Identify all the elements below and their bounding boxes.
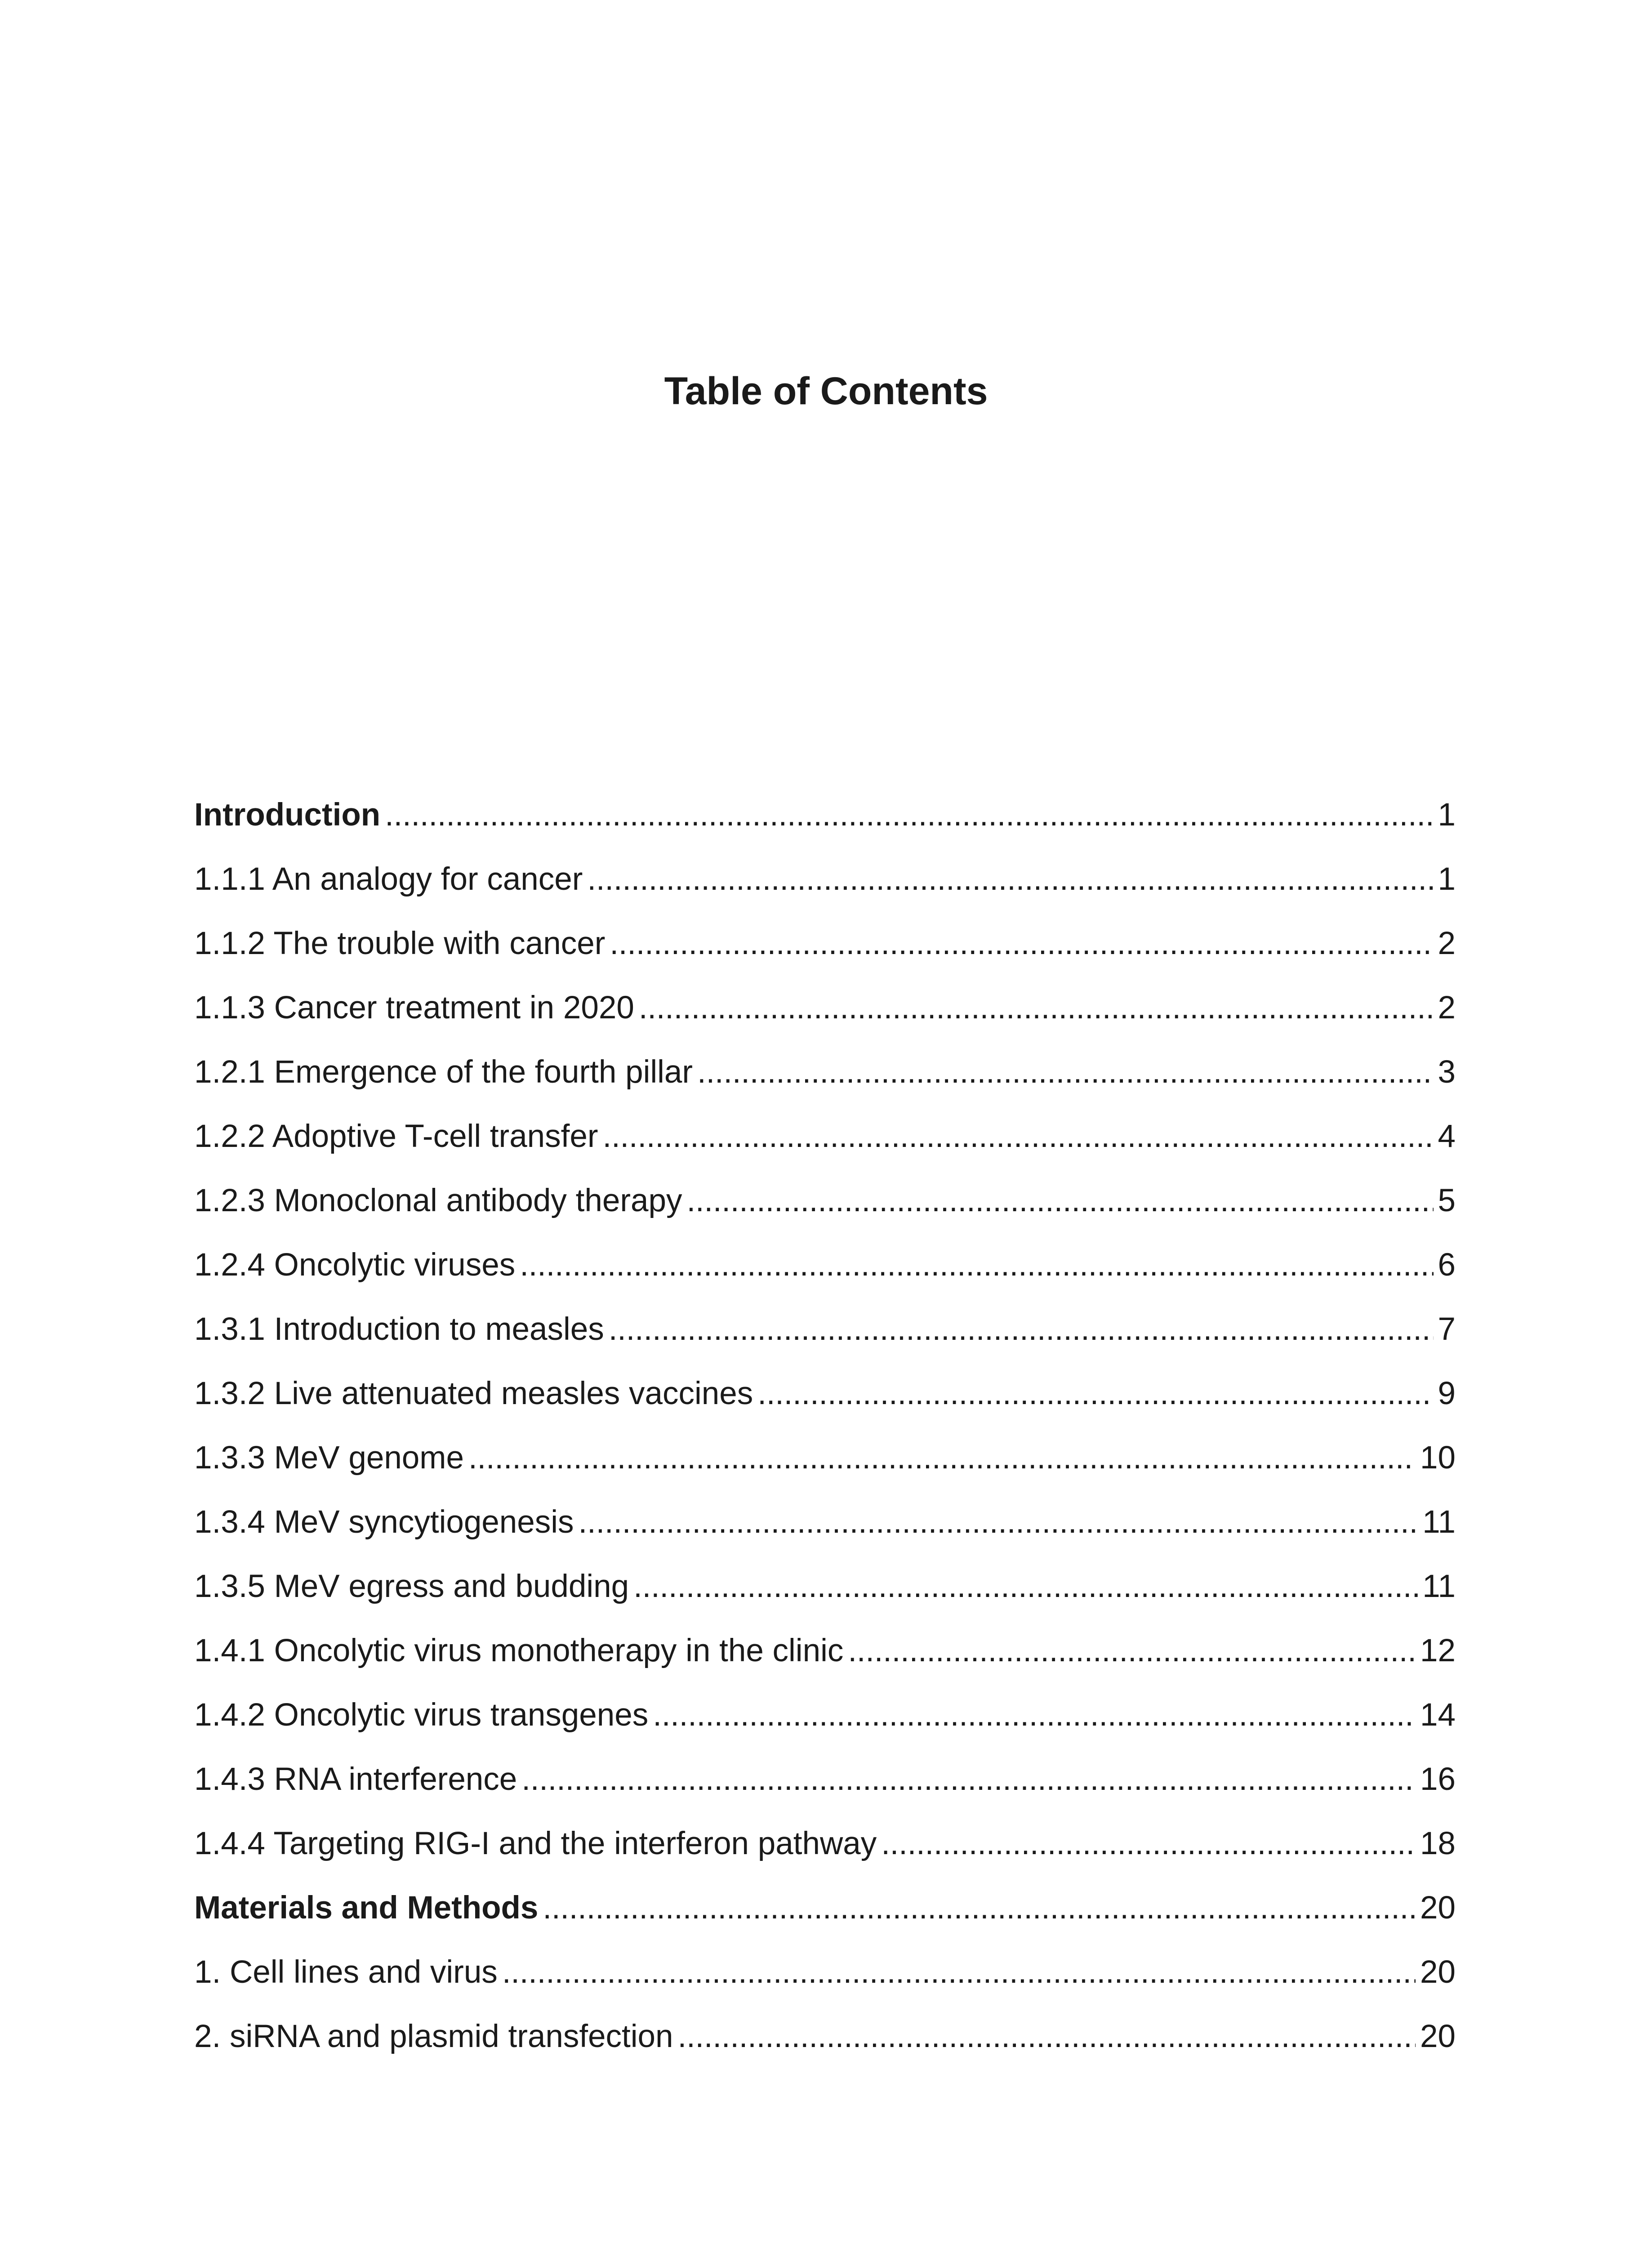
toc-page-number: 11 (1422, 1504, 1456, 1540)
dot-leader (385, 795, 1433, 835)
dot-leader (543, 1888, 1416, 1928)
dot-leader (697, 1052, 1433, 1093)
toc-entry[interactable] (194, 2016, 1456, 2081)
toc-entry[interactable] (194, 1824, 1456, 1888)
toc-page-number: 20 (1420, 1954, 1456, 1990)
toc-entry-label: 2. siRNA and plasmid transfection (194, 2019, 673, 2054)
dot-leader (468, 1438, 1416, 1478)
toc-entry-label: 1.4.1 Oncolytic virus monotherapy in the clinic (194, 1633, 844, 1668)
toc-entry[interactable] (194, 795, 1456, 859)
toc-page-number: 2 (1438, 990, 1456, 1026)
dot-leader (757, 1374, 1433, 1414)
dot-leader (521, 1759, 1416, 1800)
toc-list (194, 795, 1456, 2081)
toc-page-number: 7 (1438, 1311, 1456, 1347)
toc-entry-label: 1.2.4 Oncolytic viruses (194, 1247, 516, 1283)
toc-entry[interactable] (194, 1759, 1456, 1824)
toc-entry[interactable] (194, 988, 1456, 1052)
dot-leader (587, 859, 1433, 900)
dot-leader (520, 1245, 1433, 1285)
toc-entry[interactable] (194, 1631, 1456, 1695)
dot-leader (653, 1695, 1416, 1735)
dot-leader (678, 2016, 1416, 2057)
toc-entry-label: 1.3.2 Live attenuated measles vaccines (194, 1376, 753, 1411)
dot-leader (610, 923, 1433, 964)
toc-entry-label: Introduction (194, 797, 381, 833)
dot-leader (579, 1502, 1418, 1543)
toc-entry-label: 1.2.3 Monoclonal antibody therapy (194, 1183, 682, 1218)
toc-entry[interactable] (194, 1374, 1456, 1438)
toc-page-number: 20 (1420, 2019, 1456, 2054)
toc-entry[interactable] (194, 1052, 1456, 1116)
dot-leader (603, 1116, 1434, 1157)
toc-page-number: 14 (1420, 1697, 1456, 1733)
toc-page-number: 16 (1420, 1762, 1456, 1797)
dot-leader (502, 1952, 1416, 1993)
toc-page-number: 5 (1438, 1183, 1456, 1218)
toc-page-number: 6 (1438, 1247, 1456, 1283)
toc-page-number: 4 (1438, 1119, 1456, 1154)
toc-entry[interactable] (194, 1438, 1456, 1502)
toc-entry[interactable] (194, 923, 1456, 988)
toc-entry-label: 1.1.3 Cancer treatment in 2020 (194, 990, 634, 1026)
toc-entry[interactable] (194, 1695, 1456, 1759)
toc-entry[interactable] (194, 1566, 1456, 1631)
toc-entry-label: 1.4.4 Targeting RIG-I and the interferon pathway (194, 1826, 877, 1861)
toc-entry[interactable] (194, 859, 1456, 923)
page-title: Table of Contents (664, 370, 988, 413)
toc-entry-label: 1.3.5 MeV egress and budding (194, 1569, 629, 1604)
toc-page-number: 1 (1438, 861, 1456, 897)
toc-entry-label: 1.4.2 Oncolytic virus transgenes (194, 1697, 649, 1733)
toc-entry[interactable] (194, 1116, 1456, 1181)
toc-entry-label: 1.1.1 An analogy for cancer (194, 861, 583, 897)
toc-entry[interactable] (194, 1952, 1456, 2016)
dot-leader (686, 1181, 1433, 1221)
toc-page-number: 10 (1420, 1440, 1456, 1476)
dot-leader (633, 1566, 1418, 1607)
toc-entry-label: 1.1.2 The trouble with cancer (194, 926, 606, 961)
toc-page-number: 1 (1438, 797, 1456, 833)
toc-page-number: 20 (1420, 1890, 1456, 1926)
toc-entry-label: 1.3.3 MeV genome (194, 1440, 464, 1476)
toc-entry[interactable] (194, 1245, 1456, 1309)
dot-leader (881, 1824, 1416, 1864)
toc-entry[interactable] (194, 1888, 1456, 1952)
toc-page-number: 11 (1422, 1569, 1456, 1604)
dot-leader (609, 1309, 1434, 1350)
toc-entry-label: 1.2.1 Emergence of the fourth pillar (194, 1054, 693, 1090)
toc-page-number: 18 (1420, 1826, 1456, 1861)
toc-entry[interactable] (194, 1502, 1456, 1566)
toc-entry[interactable] (194, 1181, 1456, 1245)
toc-entry-label: 1.2.2 Adoptive T-cell transfer (194, 1119, 598, 1154)
toc-page-number: 9 (1438, 1376, 1456, 1411)
toc-entry-label: 1.4.3 RNA interference (194, 1762, 517, 1797)
toc-entry-label: 1. Cell lines and virus (194, 1954, 498, 1990)
toc-entry-label: Materials and Methods (194, 1890, 539, 1926)
toc-entry-label: 1.3.1 Introduction to measles (194, 1311, 604, 1347)
dot-leader (848, 1631, 1416, 1671)
toc-page-number: 2 (1438, 926, 1456, 961)
toc-page-number: 12 (1420, 1633, 1456, 1668)
dot-leader (639, 988, 1434, 1028)
toc-entry-label: 1.3.4 MeV syncytiogenesis (194, 1504, 574, 1540)
toc-page-number: 3 (1438, 1054, 1456, 1090)
toc-entry[interactable] (194, 1309, 1456, 1374)
